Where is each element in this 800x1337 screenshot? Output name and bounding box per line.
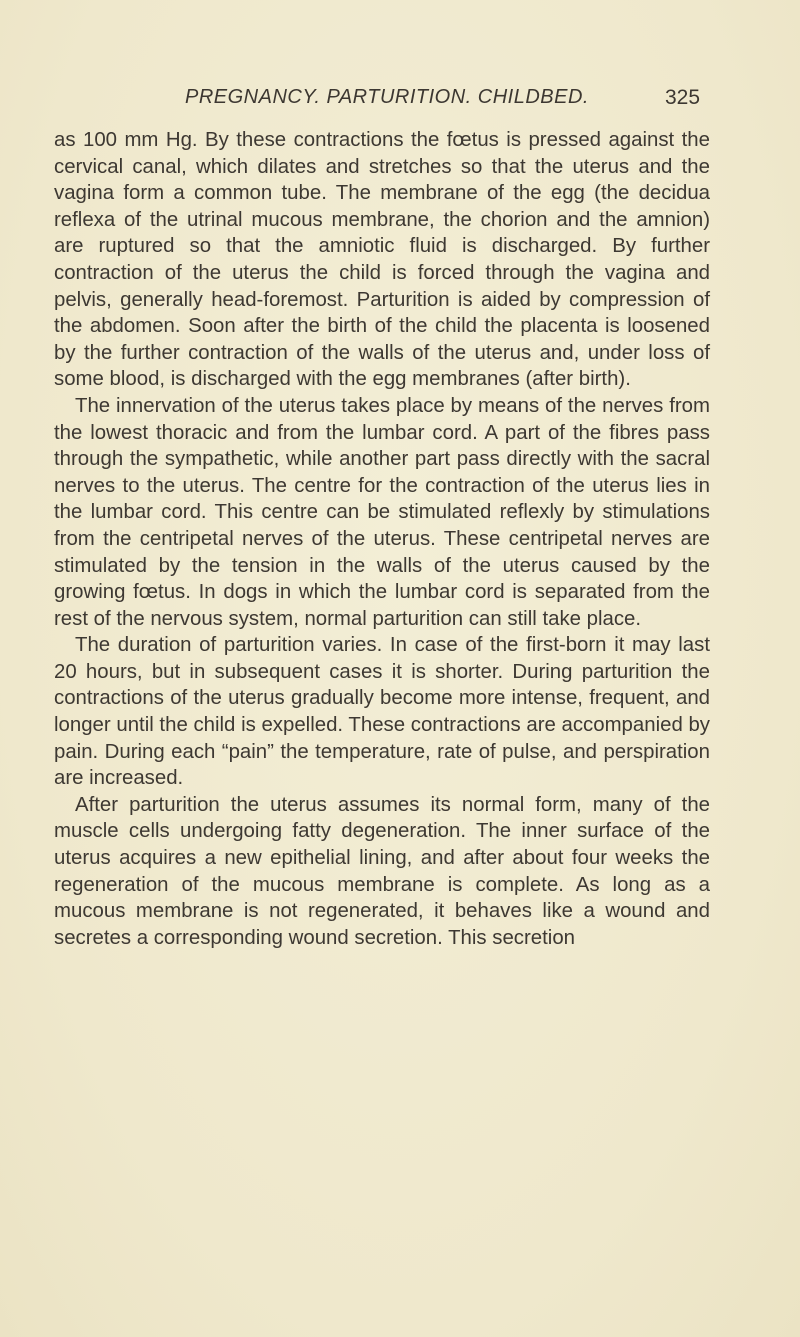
running-head-title: PREGNANCY. PARTURITION. CHILDBED.: [185, 86, 589, 108]
page-number: 325: [665, 86, 701, 109]
paragraph-4: After parturition the uterus assumes its normal form, many of the muscle cells undergoing fatty degeneration. The inner surface of the uterus acquires a new epithelial lining, and after about four weeks the regeneration of the mucous membrane is complete. As long as a mucous membrane is not regenerated, it behaves like a wound and secretes a corresponding wound secretion. This secretion: [54, 793, 710, 949]
paragraph-1: as 100 mm Hg. By these contractions the fœtus is pressed against the cervical canal, which dilates and stretches so that the uterus and the vagina form a common tube. The membrane of the egg (the decidua reflexa of the utrinal mucous membrane, the chorion and the amnion) are ruptured so that the amniotic fluid is discharged. By further contraction of the uterus the child is forced through the vagina and pelvis, generally head-foremost. Parturition is aided by compression of the abdomen. Soon after the birth of the child the placenta is loosened by the further contraction of the walls of the uterus and, under loss of some blood, is discharged with the egg membranes (after birth).: [54, 129, 710, 391]
body-text: [54, 127, 710, 951]
paragraph-2: The innervation of the uterus takes place by means of the nerves from the lowest thoracic and from the lumbar cord. A part of the fibres pass through the sympathetic, while another part pass directly with the sacral nerves to the uterus. The centre for the contraction of the uterus lies in the lumbar cord. This centre can be stimulated reflexly by stimulations from the centripetal nerves of the uterus. These centripetal nerves are stimulated by the tension in the walls of the uterus caused by the growing fœtus. In dogs in which the lumbar cord is separated from the rest of the nervous system, normal parturition can still take place.: [54, 394, 710, 630]
paragraph-3: The duration of parturition varies. In case of the first-born it may last 20 hours, but in subsequent cases it is shorter. During parturition the contractions of the uterus gradually become more intense, frequent, and longer until the child is expelled. These contractions are accompanied by pain. During each “pain” the temperature, rate of pulse, and perspiration are increased.: [54, 634, 710, 790]
